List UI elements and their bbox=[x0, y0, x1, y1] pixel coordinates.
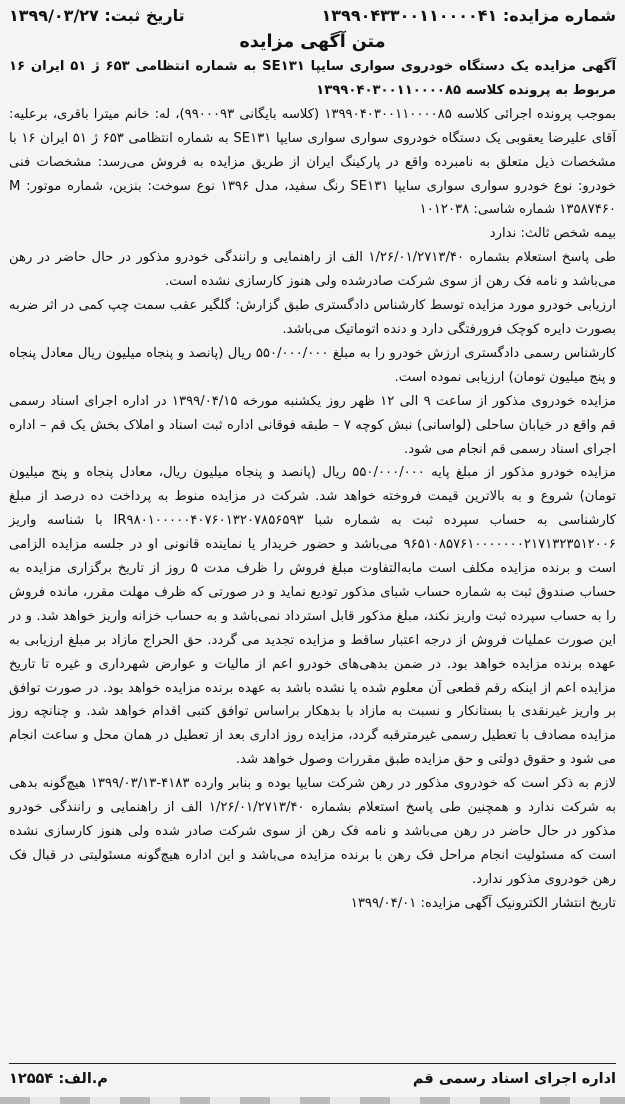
footer-office: اداره اجرای اسناد رسمی قم bbox=[412, 1071, 616, 1087]
case-details-paragraph: بموجب پرونده اجرائی کلاسه ۱۳۹۹۰۴۰۳۰۰۱۱۰۰۰۰۸۵ (کلاسه بایگانی ۹۹۰۰۰۹۳)، له: خانم میترا باقری، برعلیه: آقای علیرضا یعقوبی یک دستگاه خودروی سواری سواری سایپا SE۱۳۱ به شماره انتظامی ۶۵۳ ژ ۵۱ ایران ۱۶ با مشخصات ذیل متعلق به نامبرده واقع در پارکینگ ایران از طریق مزایده به فروش می‌رسد: مشخصات فنی خودرو: نوع خودرو سواری سواری سایپا SE۱۳۱ رنگ سفید، مدل ۱۳۹۶ نوع سوخت: بنزین، شماره موتور: M ۱۳۵۸۷۴۶۰ شماره شاسی: ۱۰۱۲۰۳۸ bbox=[9, 106, 617, 218]
inquiry-paragraph: طی پاسخ استعلام بشماره ۱/۲۶/۰۱/۲۷۱۳/۴۰ الف از راهنمایی و رانندگی خودرو مذکور در حال حاضر در رهن می‌باشد و نامه فک رهن از سوی شرکت صادرشده ولی هنوز کارسازی نشده است. bbox=[9, 250, 616, 290]
footer-code: م.الف: ۱۲۵۵۴ bbox=[9, 1071, 108, 1087]
auction-number: شماره مزایده: ۱۳۹۹۰۴۳۳۰۰۱۱۰۰۰۰۴۱ bbox=[321, 6, 616, 25]
notice-heading-paragraph: آگهی مزایده یک دستگاه خودروی سواری سایپا SE۱۳۱ به شماره انتظامی ۶۵۳ ژ ۵۱ ایران ۱۶ مربوط به پرونده کلاسه ۱۳۹۹۰۴۰۳۰۰۱۱۰۰۰۰۸۵ bbox=[9, 59, 616, 98]
publish-date-paragraph: تاریخ انتشار الکترونیک آگهی مزایده: ۱۳۹۹/۰۴/۰۱ bbox=[350, 895, 616, 911]
evaluation-paragraph: ارزیابی خودرو مورد مزایده توسط کارشناس دادگستری طبق گزارش: گلگیر عقب سمت چپ کمی در اثر ضربه بصورت دایره کوچک فرورفتگی دارد و دنده اتوماتیک می‌باشد. bbox=[9, 298, 616, 337]
insurance-paragraph: بیمه شخص ثالث: ندارد bbox=[489, 226, 616, 242]
bottom-scrap-decoration bbox=[0, 1097, 625, 1104]
header-row bbox=[9, 4, 616, 30]
appraisal-paragraph: کارشناس رسمی دادگستری ارزش خودرو را به مبلغ ۵۵۰/۰۰۰/۰۰۰ ریال (پانصد و پنجاه میلیون ریال معادل پنجاه و پنج میلیون تومان) ارزیابی نموده است. bbox=[9, 345, 616, 385]
registration-date: تاریخ ثبت: ۱۳۹۹/۰۳/۲۷ bbox=[9, 6, 185, 25]
page-title: متن آگهی مزایده bbox=[239, 32, 386, 52]
auction-terms-paragraph: مزایده خودرو مذکور از مبلغ پایه ۵۵۰/۰۰۰/۰۰۰ ریال (پانصد و پنجاه میلیون ریال، معادل پنجاه و پنج میلیون تومان) شروع و به بالاترین قیمت فروخته خواهد شد. شرکت در مزایده منوط به پرداخت ده درصد از مبلغ کارشناسی به حساب سپرده ثبت به شماره شبا IR۹۸۰۱۰۰۰۰۰۴۰۷۶۰۱۳۲۰۷۸۵۶۵۹۳ با شناسه واریز ۹۶۵۱۰۸۵۷۶۱۰۰۰۰۰۰۰۲۱۷۱۳۲۳۵۱۲۰۰۶ می‌باشد و حضور خریدار یا نماینده قانونی او در جلسه مزایده الزامی است و برنده مزایده مکلف است مابه‌التفاوت مبلغ فروش را ظرف مدت ۵ روز از تاریخ برگزاری مزایده به حساب صندوق ثبت به شماره حساب شبای مذکور تودیع نماید و در صورتی که ظرف مهلت مقرر، مانده فروش را به حساب سپرده ثبت واریز نکند، مبلغ مذکور قابل استرداد نمی‌باشد و به حساب خزانه واریز خواهد شد. و در این صورت عملیات فروش از درجه اعتبار ساقط و مزایده تجدید می گردد. حق الحراج مازاد بر مبلغ ارزیابی به عهده برنده مزایده خواهد بود. در ضمن بدهی‌های خودرو اعم از مالیات و عوارض شهرداری و غیره تا تاریخ مزایده اعم از اینکه رقم قطعی آن معلوم شده یا نشده باشد به عهده برنده مزایده خواهد بود. در صورت توافق بر واریز غیرنقدی با بستانکار و نسبت به مازاد با بدهکار براساس توافق کتبی اقدام خواهد شد. و چنانچه روز مزایده مصادف با تعطیل رسمی غیرمترقبه گردد، مزایده روز اداری بعد از تعطیل در همان محل و ساعت انجام می شود و حقوق دولتی و حق مزایده طبق مقررات وصول خواهد شد. bbox=[9, 465, 617, 768]
footer bbox=[9, 1063, 616, 1090]
auction-time-paragraph: مزایده خودروی مذکور از ساعت ۹ الی ۱۲ ظهر روز یکشنبه مورخه ۱۳۹۹/۰۴/۱۵ در اداره اجرای اسناد رسمی قم واقع در خیابان ساحلی (لواسانی) نبش کوچه ۷ – طبقه فوقانی اداره ثبت اسناد و املاک بخش یک قم – اداره اجرای اسناد رسمی قم انجام می شود. bbox=[9, 393, 616, 457]
mortgage-note-paragraph: لازم به ذکر است که خودروی مذکور در رهن شرکت سایپا بوده و بنابر وارده ۴۱۸۳-۱۳۹۹/۰۳/۱۳ هیچ‌گونه بدهی به شرکت ندارد و همچنین طی پاسخ استعلام بشماره ۱/۲۶/۰۱/۲۷۱۳/۴۰ الف از راهنمایی و رانندگی خودرو مذکور در حال حاضر در رهن می‌باشد و نامه فک رهن از سوی شرکت صادر شده ولی هنوز کارسازی نشده است که مسئولیت انجام مراحل فک رهن با برنده مزایده می‌باشد و این اداره هیچ‌گونه مسئولیتی در قبال فک رهن خودروی مذکور ندارد. bbox=[9, 776, 617, 887]
